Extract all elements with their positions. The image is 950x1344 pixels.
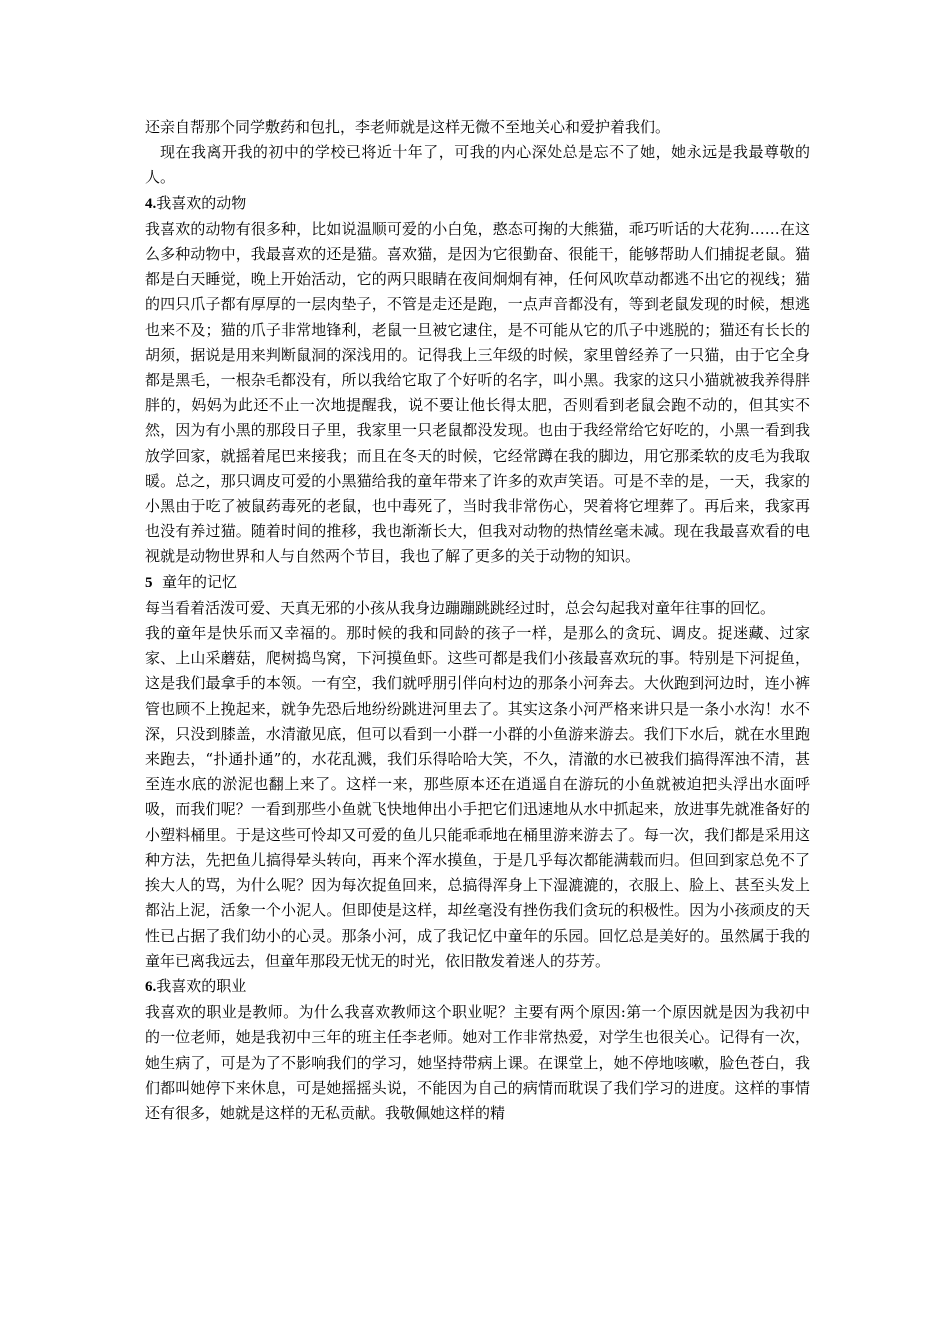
paragraph: 每当看着活泼可爱、天真无邪的小孩从我身边蹦蹦跳跳经过时，总会勾起我对童年往事的回忆。 (145, 598, 776, 617)
section-title: 我喜欢的职业 (156, 976, 247, 995)
section-number: 6. (145, 978, 157, 995)
section-number: 5 (145, 574, 153, 591)
document-page (145, 115, 810, 1126)
section-heading-career (145, 974, 810, 1000)
paragraph: 还亲自帮那个同学敷药和包扎，李老师就是这样无微不至地关心和爱护着我们。 (145, 118, 671, 136)
section-heading-childhood (145, 570, 810, 596)
section-number: 4. (145, 195, 157, 212)
paragraph: 我喜欢的动物有很多种，比如说温顺可爱的小白兔，憨态可掬的大熊猫，乖巧听话的大花狗……在这么多种动物中，我最喜欢的还是猫。喜欢猫，是因为它很勤奋、很能干，能够帮助人们捕捉老鼠。猫都是白天睡觉，晚上开始活动，它的两只眼睛在夜间炯炯有神，任何风吹草动都逃不出它的视线；猫的四只爪子都有厚厚的一层肉垫子，不管是走还是跑，一点声音都没有，等到老鼠发现的时候，想逃也来不及；猫的爪子非常地锋利，老鼠一旦被它逮住，是不可能从它的爪子中逃脱的；猫还有长长的胡须，据说是用来判断鼠洞的深浅用的。记得我上三年级的时候，家里曾经养了一只猫，由于它全身都是黑毛，一根杂毛都没有，所以我给它取了个好听的名字，叫小黑。我家的这只小猫就被我养得胖胖的，妈妈为此还不止一次地提醒我，说不要让他长得太肥，否则看到老鼠会跑不动的，但其实不然，因为有小黑的那段日子里，我家里一只老鼠都没发现。也由于我经常给它好吃的，小黑一看到我放学回家，就摇着尾巴来接我；而且在冬天的时候，它经常蹲在我的脚边，用它那柔软的皮毛为我取暖。总之，那只调皮可爱的小黑猫给我的童年带来了许多的欢声笑语。可是不幸的是，一天，我家的小黑由于吃了被鼠药毒死的老鼠，也中毒死了，当时我非常伤心，哭着将它埋葬了。再后来，我家再也没有养过猫。随着时间的推移，我也渐渐长大，但我对动物的热情丝毫未减。现在我最喜欢看的电视就是动物世界和人与自然两个节目，我也了解了更多的关于动物的知识。 (145, 219, 810, 566)
paragraph: 我喜欢的职业是教师。为什么我喜欢教师这个职业呢？主要有两个原因:第一个原因就是因为我初中的一位老师，她是我初中三年的班主任李老师。她对工作非常热爱，对学生也很关心。记得有一次，她生病了，可是为了不影响我们的学习，她坚持带病上课。在课堂上，她不停地咳嗽，脸色苍白，我们都叫她停下来休息，可是她摇摇头说，不能因为自己的病情而耽误了我们学习的进度。这样的事情还有很多，她就是这样的无私贡献。我敬佩她这样的精 (145, 1003, 810, 1122)
section-title: 童年的记忆 (152, 572, 238, 591)
paragraph: 我的童年是快乐而又幸福的。那时候的我和同龄的孩子一样，是那么的贪玩、调皮。捉迷藏、过家家、上山采蘑菇，爬树捣鸟窝，下河摸鱼虾。这些可都是我们小孩最喜欢玩的事。特别是下河捉鱼，这是我们最拿手的本领。一有空，我们就呼朋引伴向村边的那条小河奔去。大伙跑到河边时，连小裤管也顾不上挽起来，就争先恐后地纷纷跳进河里去了。其实这条小河严格来讲只是一条小水沟！水不深，只没到膝盖，水清澈见底，但可以看到一小群一小群的小鱼游来游去。我们下水后，就在水里跑来跑去，“扑通扑通”的，水花乱溅，我们乐得哈哈大笑，不久，清澈的水已被我们搞得浑浊不清，甚至连水底的淤泥也翻上来了。这样一来，那些原本还在逍遥自在游玩的小鱼就被迫把头浮出水面呼吸，而我们呢？一看到那些小鱼就飞快地伸出小手把它们迅速地从水中抓起来，放进事先就准备好的小塑料桶里。于是这些可怜却又可爱的鱼儿只能乖乖地在桶里游来游去了。每一次，我们都是采用这种方法，先把鱼儿搞得晕头转向，再来个浑水摸鱼，于是几乎每次都能满载而归。但回到家总免不了挨大人的骂，为什么呢？因为每次捉鱼回来，总搞得浑身上下湿漉漉的，衣服上、脸上、甚至头发上都沾上泥，活象一个小泥人。但即使是这样，却丝毫没有挫伤我们贪玩的积极性。因为小孩顽皮的天性已占据了我们幼小的心灵。那条小河，成了我记忆中童年的乐园。回忆总是美好的。虽然属于我的童年已离我远去，但童年那段无忧无的时光，依旧散发着迷人的芬芳。 (145, 624, 810, 970)
paragraph: 现在我离开我的初中的学校已将近十年了，可我的内心深处总是忘不了她，她永远是我最尊敬的人。 (145, 143, 810, 187)
section-title: 我喜欢的动物 (156, 193, 247, 212)
section-heading-animals (145, 191, 810, 217)
